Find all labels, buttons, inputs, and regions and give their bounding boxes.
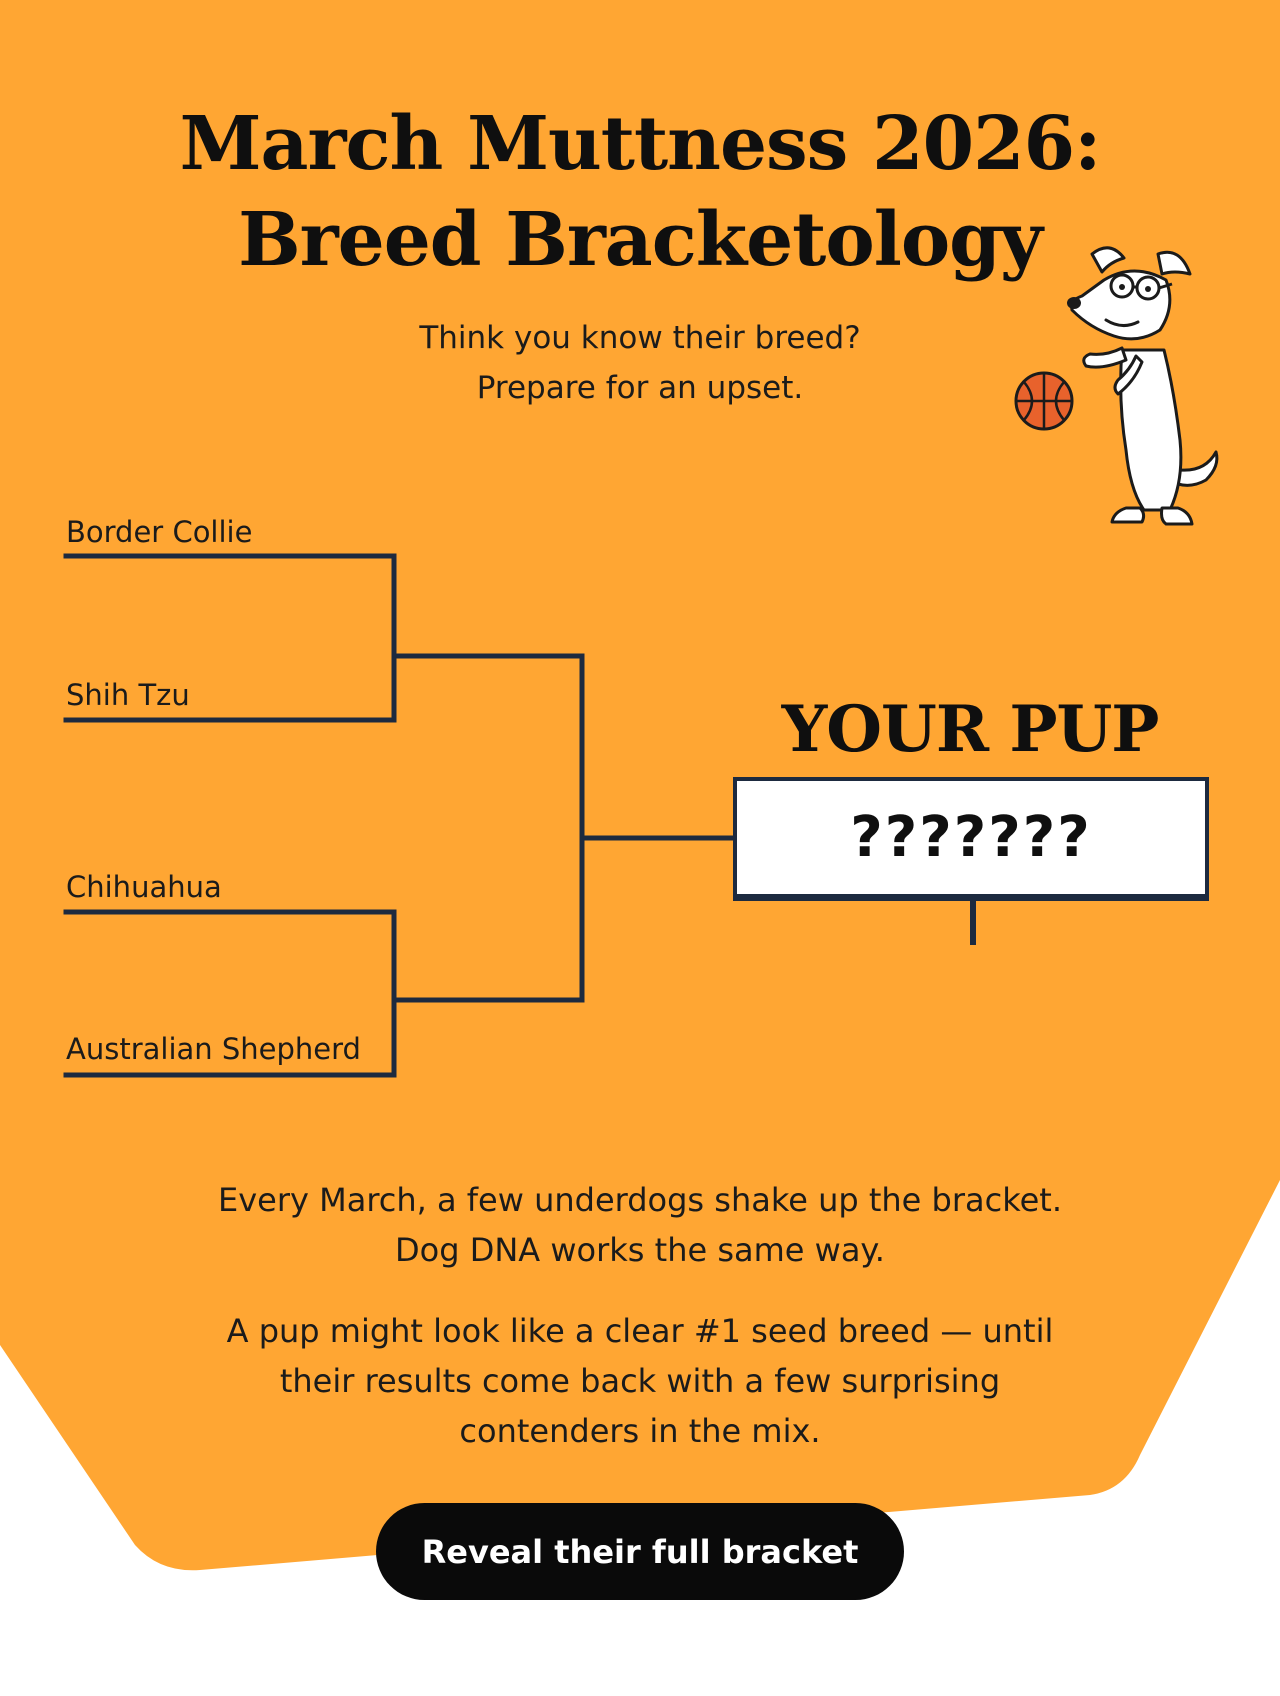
subtitle-line-2: Prepare for an upset. [476, 370, 804, 406]
page-title-line-2: Breed Bracketology [238, 197, 1042, 283]
paragraph-2-line-2: their results come back with a few surprising [279, 1362, 1001, 1400]
paragraph-1-line-2: Dog DNA works the same way. [395, 1231, 885, 1269]
bracket-team-label: Australian Shepherd [66, 1032, 361, 1066]
bracket-team-label: Chihuahua [66, 870, 222, 904]
paragraph-2-line-3: contenders in the mix. [459, 1412, 821, 1450]
page-title-line-1: March Muttness 2026: [179, 101, 1101, 187]
subtitle-line-1: Think you know their breed? [419, 320, 861, 356]
bracket-team-label: Shih Tzu [66, 678, 190, 712]
winner-box [733, 777, 1209, 901]
dog-with-glasses-dribbling-basketball-icon [1010, 240, 1230, 540]
bracket-team-label: Border Collie [66, 515, 253, 549]
winner-value: ??????? [850, 805, 1092, 870]
winner-heading: YOUR PUP [781, 692, 1159, 767]
paragraph-2-line-1: A pup might look like a clear #1 seed breed — until [226, 1312, 1054, 1350]
reveal-bracket-button[interactable]: Reveal their full bracket [376, 1503, 904, 1600]
paragraph-1-line-1: Every March, a few underdogs shake up the bracket. [217, 1181, 1062, 1219]
